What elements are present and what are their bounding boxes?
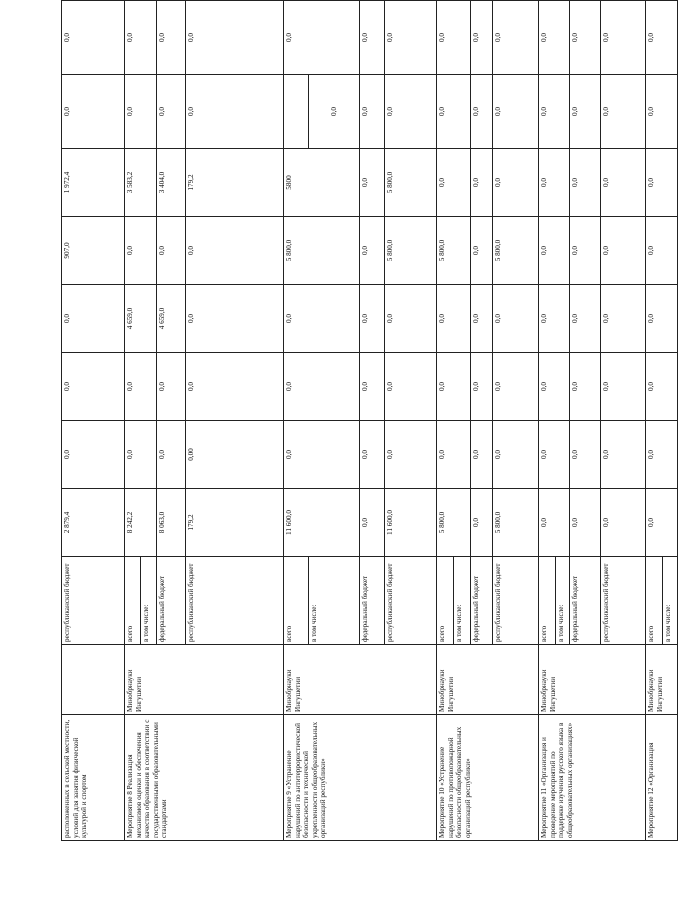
value-cell: 0,0 xyxy=(360,1,385,75)
value-cell: 0,0 xyxy=(570,217,601,285)
source-cell: федеральный бюджет xyxy=(471,557,493,645)
value-cell: 0,0 xyxy=(570,421,601,489)
value-cell: 1 972,4 xyxy=(62,149,125,217)
value-cell: 0,0 xyxy=(539,149,570,217)
value-cell: 11 600,0 xyxy=(284,489,360,557)
source-cell: в том числе: xyxy=(141,557,157,645)
value-cell: 0,0 xyxy=(539,489,570,557)
value-cell: 0,0 xyxy=(493,149,539,217)
source-cell: всего xyxy=(437,557,454,645)
value-cell: 0,0 xyxy=(437,149,471,217)
value-cell: 0,0 xyxy=(493,285,539,353)
value-cell: 0,0 xyxy=(186,217,284,285)
value-cell: 0,0 xyxy=(309,75,360,149)
executor-cell xyxy=(62,645,125,715)
value-cell: 0,0 xyxy=(646,149,678,217)
value-cell: 0,0 xyxy=(646,353,678,421)
value-cell: 0,0 xyxy=(360,149,385,217)
value-cell: 5 800,0 xyxy=(385,149,437,217)
value-cell: 0,0 xyxy=(601,149,646,217)
value-cell: 0,0 xyxy=(62,353,125,421)
value-cell: 0,0 xyxy=(157,217,186,285)
value-cell: 0,0 xyxy=(601,217,646,285)
value-cell: 0,0 xyxy=(186,353,284,421)
table-row xyxy=(284,1,309,841)
value-cell: 0,0 xyxy=(646,75,678,149)
rotated-page-content xyxy=(61,21,672,841)
executor-cell: Минобрнауки Ингушетии xyxy=(125,645,284,715)
value-cell: 0,0 xyxy=(471,489,493,557)
source-cell: в том числе: xyxy=(454,557,471,645)
value-cell xyxy=(284,75,309,149)
source-cell: республиканский бюджет xyxy=(493,557,539,645)
value-cell: 0,0 xyxy=(471,285,493,353)
value-cell: 0,0 xyxy=(601,421,646,489)
value-cell: 179,2 xyxy=(186,489,284,557)
value-cell: 0,0 xyxy=(437,285,471,353)
value-cell: 0,0 xyxy=(385,1,437,75)
value-cell: 0,0 xyxy=(437,1,471,75)
table-row xyxy=(125,1,141,841)
source-cell: в том числе: xyxy=(309,557,360,645)
value-cell: 0,0 xyxy=(493,421,539,489)
table-row xyxy=(62,1,125,841)
value-cell: 0,0 xyxy=(360,285,385,353)
value-cell: 0,0 xyxy=(539,75,570,149)
value-cell: 907,0 xyxy=(62,217,125,285)
source-cell: в том числе: xyxy=(663,557,678,645)
value-cell: 0,0 xyxy=(471,217,493,285)
table-row xyxy=(646,1,663,841)
value-cell: 3 583,2 xyxy=(125,149,157,217)
value-cell: 0,0 xyxy=(570,1,601,75)
value-cell: 11 600,0 xyxy=(385,489,437,557)
value-cell: 0,0 xyxy=(539,1,570,75)
value-cell: 0,0 xyxy=(385,421,437,489)
table-row xyxy=(539,1,556,841)
executor-cell: Минобрнауки Ингушетии xyxy=(539,645,646,715)
value-cell: 8 242,2 xyxy=(125,489,157,557)
value-cell: 0,0 xyxy=(471,149,493,217)
value-cell: 0,0 xyxy=(125,75,157,149)
value-cell: 0,0 xyxy=(601,285,646,353)
value-cell: 0,0 xyxy=(385,285,437,353)
value-cell: 0,0 xyxy=(360,75,385,149)
document-page xyxy=(61,21,672,841)
value-cell: 0,0 xyxy=(284,421,360,489)
source-cell: всего xyxy=(125,557,141,645)
value-cell: 0,0 xyxy=(62,1,125,75)
value-cell: 0,0 xyxy=(62,421,125,489)
value-cell: 0,0 xyxy=(385,353,437,421)
value-cell: 0,0 xyxy=(471,353,493,421)
value-cell: 0,0 xyxy=(646,285,678,353)
value-cell: 0,0 xyxy=(601,489,646,557)
value-cell: 0,0 xyxy=(646,217,678,285)
source-cell: всего xyxy=(284,557,309,645)
value-cell: 0,0 xyxy=(437,353,471,421)
value-cell: 5 800,0 xyxy=(385,217,437,285)
value-cell: 0,0 xyxy=(493,353,539,421)
value-cell: 0,0 xyxy=(284,353,360,421)
executor-cell: Минобрнауки Ингушетии xyxy=(646,645,678,715)
value-cell: 0,0 xyxy=(125,1,157,75)
table-row xyxy=(437,1,454,841)
value-cell: 179,2 xyxy=(186,149,284,217)
executor-cell: Минобрнауки Ингушетии xyxy=(284,645,437,715)
source-cell: федеральный бюджет xyxy=(360,557,385,645)
value-cell: 0,0 xyxy=(125,353,157,421)
value-cell: 0,0 xyxy=(646,1,678,75)
source-cell: всего xyxy=(539,557,556,645)
value-cell: 0,0 xyxy=(284,1,360,75)
value-cell: 0,0 xyxy=(570,149,601,217)
value-cell: 0,0 xyxy=(539,353,570,421)
value-cell: 5 800,0 xyxy=(437,489,471,557)
value-cell: 0,0 xyxy=(186,1,284,75)
value-cell: 0,0 xyxy=(539,285,570,353)
measure-cell: Мероприятие 9 «Устранение нарушений по антитеррористической безопасности и технической укрепленности общеобразовательных организаций республики» xyxy=(284,715,437,841)
value-cell: 0,0 xyxy=(437,75,471,149)
source-cell: республиканский бюджет xyxy=(601,557,646,645)
value-cell: 0,0 xyxy=(385,75,437,149)
source-cell: всего xyxy=(646,557,663,645)
value-cell: 4 659,0 xyxy=(125,285,157,353)
value-cell: 0,0 xyxy=(601,1,646,75)
value-cell: 4 659,0 xyxy=(157,285,186,353)
value-cell: 5 800,0 xyxy=(493,489,539,557)
value-cell: 0,0 xyxy=(186,75,284,149)
source-cell: федеральный бюджет xyxy=(570,557,601,645)
value-cell: 5 800,0 xyxy=(493,217,539,285)
source-cell: федеральный бюджет xyxy=(157,557,186,645)
value-cell: 0,0 xyxy=(360,217,385,285)
budget-table xyxy=(61,0,678,841)
value-cell: 0,0 xyxy=(539,421,570,489)
value-cell: 0,0 xyxy=(360,421,385,489)
value-cell: 0,0 xyxy=(125,217,157,285)
value-cell: 0,0 xyxy=(437,421,471,489)
value-cell: 2 879,4 xyxy=(62,489,125,557)
source-cell: республиканский бюджет xyxy=(186,557,284,645)
value-cell: 3 404,0 xyxy=(157,149,186,217)
value-cell: 0,0 xyxy=(157,1,186,75)
source-cell: республиканский бюджет xyxy=(385,557,437,645)
measure-cell: Мероприятие 12 «Организация xyxy=(646,715,678,841)
value-cell: 0,0 xyxy=(360,353,385,421)
value-cell: 0,0 xyxy=(157,421,186,489)
value-cell: 0,0 xyxy=(570,285,601,353)
value-cell: 0,0 xyxy=(284,285,360,353)
measure-cell: Мероприятие 11 «Организация и проведение мероприятий по поддержке изучения русского языка в общеобразовательных организациях» xyxy=(539,715,646,841)
value-cell: 0,0 xyxy=(601,75,646,149)
value-cell: 0,0 xyxy=(62,285,125,353)
value-cell: 0,0 xyxy=(157,353,186,421)
value-cell: 5 800,0 xyxy=(437,217,471,285)
source-cell: республиканский бюджет xyxy=(62,557,125,645)
value-cell: 0,0 xyxy=(493,75,539,149)
value-cell: 0,0 xyxy=(157,75,186,149)
value-cell: 5800 xyxy=(284,149,360,217)
executor-cell: Минобрнауки Ингушетии xyxy=(437,645,539,715)
value-cell: 0,0 xyxy=(471,1,493,75)
value-cell: 0,0 xyxy=(493,1,539,75)
source-cell: в том числе: xyxy=(556,557,570,645)
value-cell: 0,0 xyxy=(539,217,570,285)
value-cell: 0,0 xyxy=(646,421,678,489)
value-cell: 0,0 xyxy=(646,489,678,557)
value-cell: 0,0 xyxy=(125,421,157,489)
value-cell: 0,0 xyxy=(570,353,601,421)
measure-cell: Мероприятие 10 «Устранение нарушений по противопожарной безопасности общеобразовательных организаций республики» xyxy=(437,715,539,841)
value-cell: 0,0 xyxy=(186,285,284,353)
value-cell: 0,0 xyxy=(62,75,125,149)
value-cell: 0,0 xyxy=(601,353,646,421)
value-cell: 0,00 xyxy=(186,421,284,489)
value-cell: 0,0 xyxy=(360,489,385,557)
value-cell: 0,0 xyxy=(471,75,493,149)
measure-cell: Мероприятие 8 Реализация механизмов оценки и обеспечения качества образования в соответствии с государственными образовательными стандартами xyxy=(125,715,284,841)
value-cell: 0,0 xyxy=(570,489,601,557)
measure-cell: расположенных в сельской местности, условий для занятия физической культурой и спортом xyxy=(62,715,125,841)
value-cell: 0,0 xyxy=(570,75,601,149)
value-cell: 0,0 xyxy=(471,421,493,489)
value-cell: 5 800,0 xyxy=(284,217,360,285)
value-cell: 8 063,0 xyxy=(157,489,186,557)
